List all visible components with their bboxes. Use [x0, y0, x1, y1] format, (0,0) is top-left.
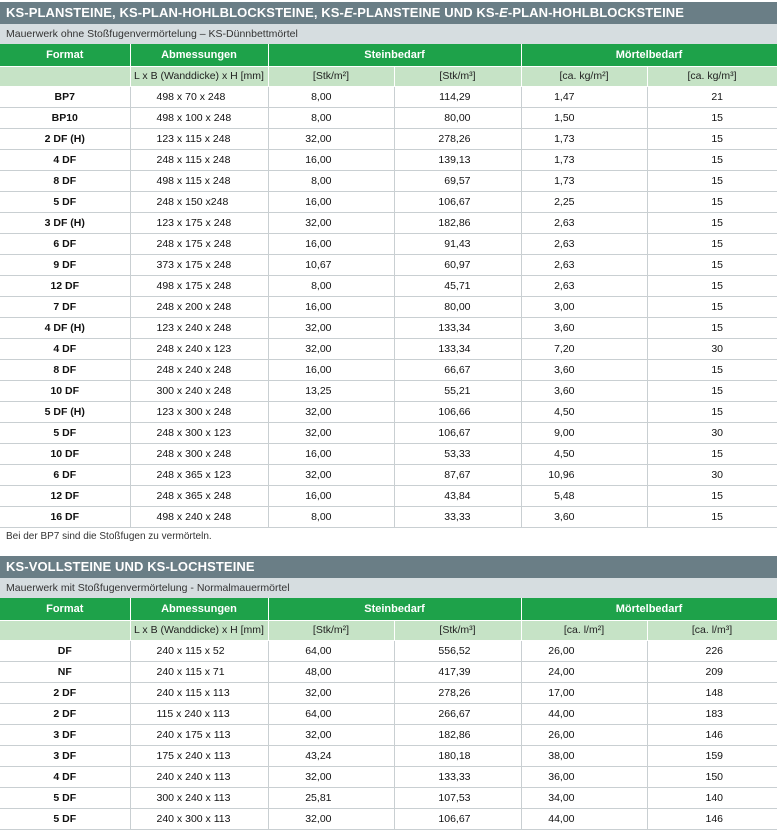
cell-dimensions: 300 x 240 x 113 [130, 787, 268, 808]
table-row [0, 296, 777, 317]
cell-dimensions: 175 x 240 x 113 [130, 745, 268, 766]
cell-moertel-m2: 3,00 [521, 296, 647, 317]
cell-stk-m2: 32,00 [268, 401, 394, 422]
cell-moertel-m2: 44,00 [521, 703, 647, 724]
cell-moertel-m2: 26,00 [521, 640, 647, 661]
cell-format: 5 DF (H) [0, 401, 130, 422]
cell-format: BP10 [0, 107, 130, 128]
cell-moertel-m3: 150 [647, 766, 777, 787]
cell-stk-m3: 106,66 [394, 401, 521, 422]
table-row [0, 422, 777, 443]
cell-moertel-m3: 21 [647, 86, 777, 107]
cell-moertel-m2: 1,73 [521, 170, 647, 191]
cell-stk-m2: 8,00 [268, 86, 394, 107]
unit-kg-m2: [ca. kg/m²] [521, 66, 647, 86]
cell-format: 2 DF [0, 682, 130, 703]
header-abmessungen: Abmessungen [130, 44, 268, 66]
cell-stk-m2: 16,00 [268, 359, 394, 380]
unit-stk-m2: [Stk/m²] [268, 620, 394, 640]
cell-stk-m3: 87,67 [394, 464, 521, 485]
cell-format: 6 DF [0, 464, 130, 485]
cell-moertel-m3: 209 [647, 661, 777, 682]
section2-subtitle: Mauerwerk mit Stoßfugenvermörtelung - Normalmauermörtel [0, 578, 777, 598]
cell-moertel-m3: 15 [647, 149, 777, 170]
cell-moertel-m3: 15 [647, 506, 777, 527]
unit-stk-m3: [Stk/m³] [394, 620, 521, 640]
cell-format: 9 DF [0, 254, 130, 275]
cell-stk-m2: 32,00 [268, 212, 394, 233]
cell-stk-m2: 16,00 [268, 296, 394, 317]
cell-format: 2 DF [0, 703, 130, 724]
cell-dimensions: 240 x 300 x 113 [130, 808, 268, 829]
cell-moertel-m3: 226 [647, 640, 777, 661]
cell-moertel-m2: 3,60 [521, 317, 647, 338]
cell-format: 7 DF [0, 296, 130, 317]
cell-format: 4 DF [0, 338, 130, 359]
cell-dimensions: 498 x 240 x 248 [130, 506, 268, 527]
cell-moertel-m3: 159 [647, 745, 777, 766]
cell-moertel-m3: 30 [647, 422, 777, 443]
cell-moertel-m3: 15 [647, 191, 777, 212]
table-row [0, 254, 777, 275]
cell-format: 5 DF [0, 191, 130, 212]
cell-dimensions: 123 x 175 x 248 [130, 212, 268, 233]
header-format: Format [0, 598, 130, 620]
section1-subtitle: Mauerwerk ohne Stoßfugenvermörtelung – KS-Dünnbettmörtel [0, 24, 777, 44]
cell-dimensions: 123 x 115 x 248 [130, 128, 268, 149]
cell-stk-m2: 13,25 [268, 380, 394, 401]
cell-moertel-m2: 34,00 [521, 787, 647, 808]
cell-dimensions: 248 x 300 x 248 [130, 443, 268, 464]
cell-moertel-m3: 183 [647, 703, 777, 724]
cell-dimensions: 373 x 175 x 248 [130, 254, 268, 275]
cell-format: 12 DF [0, 275, 130, 296]
table-row [0, 380, 777, 401]
cell-stk-m2: 8,00 [268, 107, 394, 128]
cell-format: BP7 [0, 86, 130, 107]
unit-dimensions: L x B (Wanddicke) x H [mm] [130, 66, 268, 86]
cell-moertel-m2: 2,63 [521, 233, 647, 254]
cell-moertel-m3: 140 [647, 787, 777, 808]
table-row [0, 745, 777, 766]
cell-dimensions: 240 x 175 x 113 [130, 724, 268, 745]
cell-dimensions: 248 x 175 x 248 [130, 233, 268, 254]
cell-moertel-m3: 15 [647, 275, 777, 296]
cell-stk-m2: 16,00 [268, 485, 394, 506]
cell-moertel-m2: 2,63 [521, 254, 647, 275]
cell-moertel-m3: 15 [647, 317, 777, 338]
cell-stk-m2: 16,00 [268, 443, 394, 464]
cell-moertel-m2: 36,00 [521, 766, 647, 787]
table-row [0, 191, 777, 212]
cell-dimensions: 498 x 70 x 248 [130, 86, 268, 107]
cell-moertel-m2: 1,73 [521, 149, 647, 170]
cell-stk-m2: 16,00 [268, 191, 394, 212]
cell-moertel-m3: 146 [647, 808, 777, 829]
cell-dimensions: 240 x 115 x 71 [130, 661, 268, 682]
unit-stk-m2: [Stk/m²] [268, 66, 394, 86]
cell-stk-m2: 32,00 [268, 682, 394, 703]
cell-moertel-m2: 1,73 [521, 128, 647, 149]
cell-moertel-m3: 15 [647, 296, 777, 317]
cell-moertel-m2: 26,00 [521, 724, 647, 745]
cell-moertel-m3: 15 [647, 443, 777, 464]
cell-format: 8 DF [0, 359, 130, 380]
cell-moertel-m2: 2,25 [521, 191, 647, 212]
cell-moertel-m3: 15 [647, 485, 777, 506]
cell-stk-m2: 64,00 [268, 640, 394, 661]
cell-moertel-m3: 146 [647, 724, 777, 745]
cell-stk-m3: 53,33 [394, 443, 521, 464]
cell-moertel-m3: 15 [647, 212, 777, 233]
cell-moertel-m3: 15 [647, 401, 777, 422]
unit-empty [0, 620, 130, 640]
cell-stk-m2: 8,00 [268, 506, 394, 527]
cell-stk-m2: 8,00 [268, 170, 394, 191]
cell-stk-m3: 106,67 [394, 422, 521, 443]
cell-format: 12 DF [0, 485, 130, 506]
cell-moertel-m2: 4,50 [521, 443, 647, 464]
cell-dimensions: 123 x 240 x 248 [130, 317, 268, 338]
cell-format: 10 DF [0, 443, 130, 464]
cell-stk-m2: 32,00 [268, 422, 394, 443]
cell-stk-m3: 182,86 [394, 212, 521, 233]
header-steinbedarf: Steinbedarf [268, 598, 521, 620]
cell-stk-m2: 16,00 [268, 149, 394, 170]
cell-stk-m3: 66,67 [394, 359, 521, 380]
cell-moertel-m3: 15 [647, 107, 777, 128]
cell-dimensions: 248 x 240 x 248 [130, 359, 268, 380]
cell-stk-m3: 182,86 [394, 724, 521, 745]
cell-moertel-m2: 1,50 [521, 107, 647, 128]
table-row [0, 443, 777, 464]
table-row [0, 275, 777, 296]
cell-dimensions: 498 x 175 x 248 [130, 275, 268, 296]
cell-stk-m3: 133,34 [394, 338, 521, 359]
cell-moertel-m2: 44,00 [521, 808, 647, 829]
unit-l-m3: [ca. l/m³] [647, 620, 777, 640]
table-row [0, 682, 777, 703]
table-row [0, 787, 777, 808]
cell-dimensions: 115 x 240 x 113 [130, 703, 268, 724]
cell-moertel-m3: 30 [647, 464, 777, 485]
cell-stk-m2: 8,00 [268, 275, 394, 296]
cell-format: 4 DF [0, 149, 130, 170]
unit-empty [0, 66, 130, 86]
cell-moertel-m2: 2,63 [521, 275, 647, 296]
cell-stk-m3: 80,00 [394, 296, 521, 317]
header-moertelbedarf: Mörtelbedarf [521, 44, 777, 66]
table-row [0, 317, 777, 338]
cell-stk-m2: 25,81 [268, 787, 394, 808]
cell-format: 5 DF [0, 422, 130, 443]
cell-moertel-m3: 15 [647, 233, 777, 254]
cell-stk-m3: 43,84 [394, 485, 521, 506]
cell-format: 8 DF [0, 170, 130, 191]
table-row [0, 661, 777, 682]
cell-dimensions: 248 x 240 x 123 [130, 338, 268, 359]
cell-stk-m3: 556,52 [394, 640, 521, 661]
cell-dimensions: 248 x 300 x 123 [130, 422, 268, 443]
table-row [0, 766, 777, 787]
cell-stk-m3: 133,34 [394, 317, 521, 338]
table-row [0, 338, 777, 359]
section1-title: KS-PLANSTEINE, KS-PLAN-HOHLBLOCKSTEINE, KS-E-PLANSTEINE UND KS-E-PLAN-HOHLBLOCKSTEINE [0, 2, 777, 24]
cell-dimensions: 240 x 240 x 113 [130, 766, 268, 787]
unit-dimensions: L x B (Wanddicke) x H [mm] [130, 620, 268, 640]
section2-title: KS-VOLLSTEINE UND KS-LOCHSTEINE [0, 556, 777, 578]
table-row [0, 170, 777, 191]
cell-stk-m3: 133,33 [394, 766, 521, 787]
cell-dimensions: 248 x 365 x 123 [130, 464, 268, 485]
cell-moertel-m2: 9,00 [521, 422, 647, 443]
cell-dimensions: 123 x 300 x 248 [130, 401, 268, 422]
cell-moertel-m2: 10,96 [521, 464, 647, 485]
header-moertelbedarf: Mörtelbedarf [521, 598, 777, 620]
table-row [0, 640, 777, 661]
cell-stk-m3: 139,13 [394, 149, 521, 170]
cell-format: 3 DF (H) [0, 212, 130, 233]
cell-moertel-m3: 148 [647, 682, 777, 703]
table-row [0, 212, 777, 233]
cell-moertel-m2: 2,63 [521, 212, 647, 233]
cell-format: 5 DF [0, 787, 130, 808]
table-row [0, 485, 777, 506]
header-steinbedarf: Steinbedarf [268, 44, 521, 66]
cell-dimensions: 300 x 240 x 248 [130, 380, 268, 401]
cell-moertel-m3: 15 [647, 254, 777, 275]
cell-moertel-m2: 4,50 [521, 401, 647, 422]
cell-stk-m3: 106,67 [394, 808, 521, 829]
cell-format: 4 DF (H) [0, 317, 130, 338]
cell-stk-m2: 32,00 [268, 724, 394, 745]
unit-kg-m3: [ca. kg/m³] [647, 66, 777, 86]
cell-stk-m3: 80,00 [394, 107, 521, 128]
cell-stk-m3: 278,26 [394, 682, 521, 703]
footnote: Bei der BP7 sind die Stoßfugen zu vermörteln. [6, 531, 212, 542]
cell-stk-m2: 32,00 [268, 317, 394, 338]
cell-format: DF [0, 640, 130, 661]
cell-format: 10 DF [0, 380, 130, 401]
cell-stk-m2: 32,00 [268, 464, 394, 485]
unit-stk-m3: [Stk/m³] [394, 66, 521, 86]
cell-moertel-m2: 3,60 [521, 359, 647, 380]
cell-format: 3 DF [0, 724, 130, 745]
cell-format: 16 DF [0, 506, 130, 527]
header-abmessungen: Abmessungen [130, 598, 268, 620]
cell-stk-m3: 417,39 [394, 661, 521, 682]
cell-stk-m3: 278,26 [394, 128, 521, 149]
unit-l-m2: [ca. l/m²] [521, 620, 647, 640]
cell-moertel-m2: 3,60 [521, 506, 647, 527]
cell-format: 5 DF [0, 808, 130, 829]
cell-stk-m2: 32,00 [268, 338, 394, 359]
cell-dimensions: 240 x 115 x 52 [130, 640, 268, 661]
cell-stk-m3: 91,43 [394, 233, 521, 254]
cell-moertel-m3: 15 [647, 359, 777, 380]
table-row [0, 506, 777, 527]
table-row [0, 401, 777, 422]
cell-format: NF [0, 661, 130, 682]
cell-moertel-m3: 30 [647, 338, 777, 359]
table-row [0, 86, 777, 107]
cell-dimensions: 240 x 115 x 113 [130, 682, 268, 703]
cell-moertel-m3: 15 [647, 170, 777, 191]
cell-moertel-m2: 7,20 [521, 338, 647, 359]
cell-dimensions: 498 x 115 x 248 [130, 170, 268, 191]
cell-stk-m2: 32,00 [268, 128, 394, 149]
cell-stk-m2: 10,67 [268, 254, 394, 275]
cell-dimensions: 248 x 150 x248 [130, 191, 268, 212]
table-row [0, 233, 777, 254]
cell-stk-m3: 114,29 [394, 86, 521, 107]
cell-dimensions: 248 x 200 x 248 [130, 296, 268, 317]
table-row [0, 149, 777, 170]
cell-stk-m2: 64,00 [268, 703, 394, 724]
table-row [0, 724, 777, 745]
cell-format: 2 DF (H) [0, 128, 130, 149]
cell-moertel-m2: 3,60 [521, 380, 647, 401]
cell-moertel-m3: 15 [647, 380, 777, 401]
cell-stk-m2: 48,00 [268, 661, 394, 682]
cell-stk-m2: 43,24 [268, 745, 394, 766]
section2-table [0, 598, 778, 830]
cell-stk-m3: 33,33 [394, 506, 521, 527]
table-row [0, 703, 777, 724]
table-row [0, 128, 777, 149]
cell-stk-m3: 60,97 [394, 254, 521, 275]
cell-moertel-m3: 15 [647, 128, 777, 149]
cell-moertel-m2: 24,00 [521, 661, 647, 682]
cell-stk-m3: 106,67 [394, 191, 521, 212]
cell-stk-m2: 32,00 [268, 766, 394, 787]
cell-format: 4 DF [0, 766, 130, 787]
table-row [0, 808, 777, 829]
table-row [0, 107, 777, 128]
cell-moertel-m2: 38,00 [521, 745, 647, 766]
table-row [0, 359, 777, 380]
cell-stk-m3: 45,71 [394, 275, 521, 296]
cell-stk-m3: 69,57 [394, 170, 521, 191]
cell-format: 6 DF [0, 233, 130, 254]
cell-stk-m3: 107,53 [394, 787, 521, 808]
cell-format: 3 DF [0, 745, 130, 766]
cell-stk-m2: 32,00 [268, 808, 394, 829]
section1-table [0, 44, 778, 528]
cell-dimensions: 248 x 365 x 248 [130, 485, 268, 506]
cell-moertel-m2: 17,00 [521, 682, 647, 703]
cell-stk-m2: 16,00 [268, 233, 394, 254]
cell-stk-m3: 55,21 [394, 380, 521, 401]
header-format: Format [0, 44, 130, 66]
cell-moertel-m2: 5,48 [521, 485, 647, 506]
cell-moertel-m2: 1,47 [521, 86, 647, 107]
cell-stk-m3: 266,67 [394, 703, 521, 724]
cell-stk-m3: 180,18 [394, 745, 521, 766]
cell-dimensions: 498 x 100 x 248 [130, 107, 268, 128]
cell-dimensions: 248 x 115 x 248 [130, 149, 268, 170]
table-row [0, 464, 777, 485]
